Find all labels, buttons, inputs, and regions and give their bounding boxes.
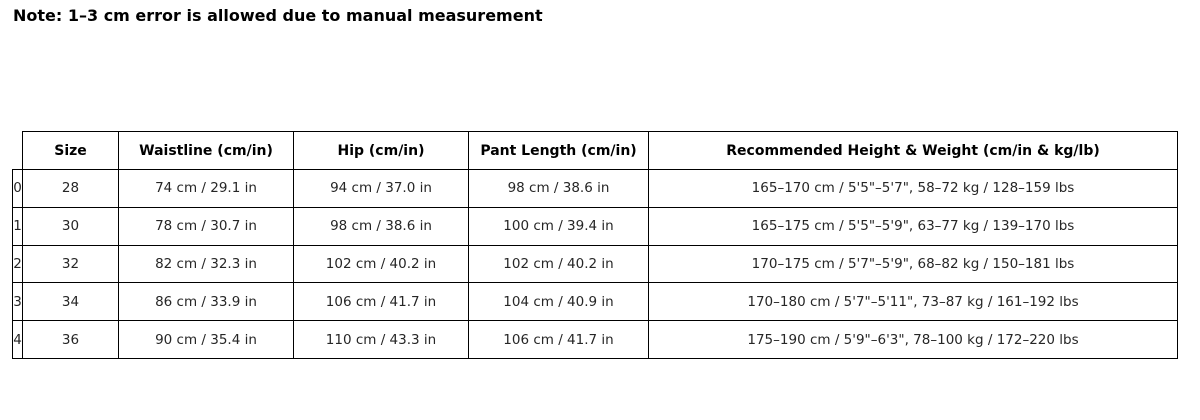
cell-size: 30 [23,207,119,245]
cell-pant-length: 98 cm / 38.6 in [469,170,649,208]
cell-height-weight: 170–180 cm / 5'7"–5'11", 73–87 kg / 161–192 lbs [649,283,1178,321]
cell-hip: 102 cm / 40.2 in [294,245,469,283]
cell-size: 28 [23,170,119,208]
cell-waistline: 78 cm / 30.7 in [119,207,294,245]
cell-pant-length: 100 cm / 39.4 in [469,207,649,245]
cell-pant-length: 104 cm / 40.9 in [469,283,649,321]
cell-height-weight: 165–170 cm / 5'5"–5'7", 58–72 kg / 128–159 lbs [649,170,1178,208]
table-row [13,207,1178,245]
cell-waistline: 74 cm / 29.1 in [119,170,294,208]
row-index: 0 [13,170,23,208]
cell-size: 34 [23,283,119,321]
size-chart-table [12,131,1178,359]
table-row [13,321,1178,359]
cell-height-weight: 175–190 cm / 5'9"–6'3", 78–100 kg / 172–220 lbs [649,321,1178,359]
cell-size: 32 [23,245,119,283]
cell-hip: 106 cm / 41.7 in [294,283,469,321]
table-row [13,245,1178,283]
cell-pant-length: 106 cm / 41.7 in [469,321,649,359]
cell-height-weight: 170–175 cm / 5'7"–5'9", 68–82 kg / 150–181 lbs [649,245,1178,283]
cell-pant-length: 102 cm / 40.2 in [469,245,649,283]
table-row [13,283,1178,321]
cell-waistline: 82 cm / 32.3 in [119,245,294,283]
col-header-waistline: Waistline (cm/in) [119,132,294,170]
row-index: 4 [13,321,23,359]
cell-hip: 98 cm / 38.6 in [294,207,469,245]
col-header-height-weight: Recommended Height & Weight (cm/in & kg/lb) [649,132,1178,170]
cell-hip: 110 cm / 43.3 in [294,321,469,359]
measurement-note: Note: 1–3 cm error is allowed due to manual measurement [13,6,543,25]
header-row [13,132,1178,170]
cell-height-weight: 165–175 cm / 5'5"–5'9", 63–77 kg / 139–170 lbs [649,207,1178,245]
index-header-cell [13,132,23,170]
row-index: 2 [13,245,23,283]
cell-waistline: 90 cm / 35.4 in [119,321,294,359]
col-header-hip: Hip (cm/in) [294,132,469,170]
cell-hip: 94 cm / 37.0 in [294,170,469,208]
col-header-size: Size [23,132,119,170]
row-index: 3 [13,283,23,321]
col-header-pant-length: Pant Length (cm/in) [469,132,649,170]
row-index: 1 [13,207,23,245]
cell-size: 36 [23,321,119,359]
cell-waistline: 86 cm / 33.9 in [119,283,294,321]
table-row [13,170,1178,208]
